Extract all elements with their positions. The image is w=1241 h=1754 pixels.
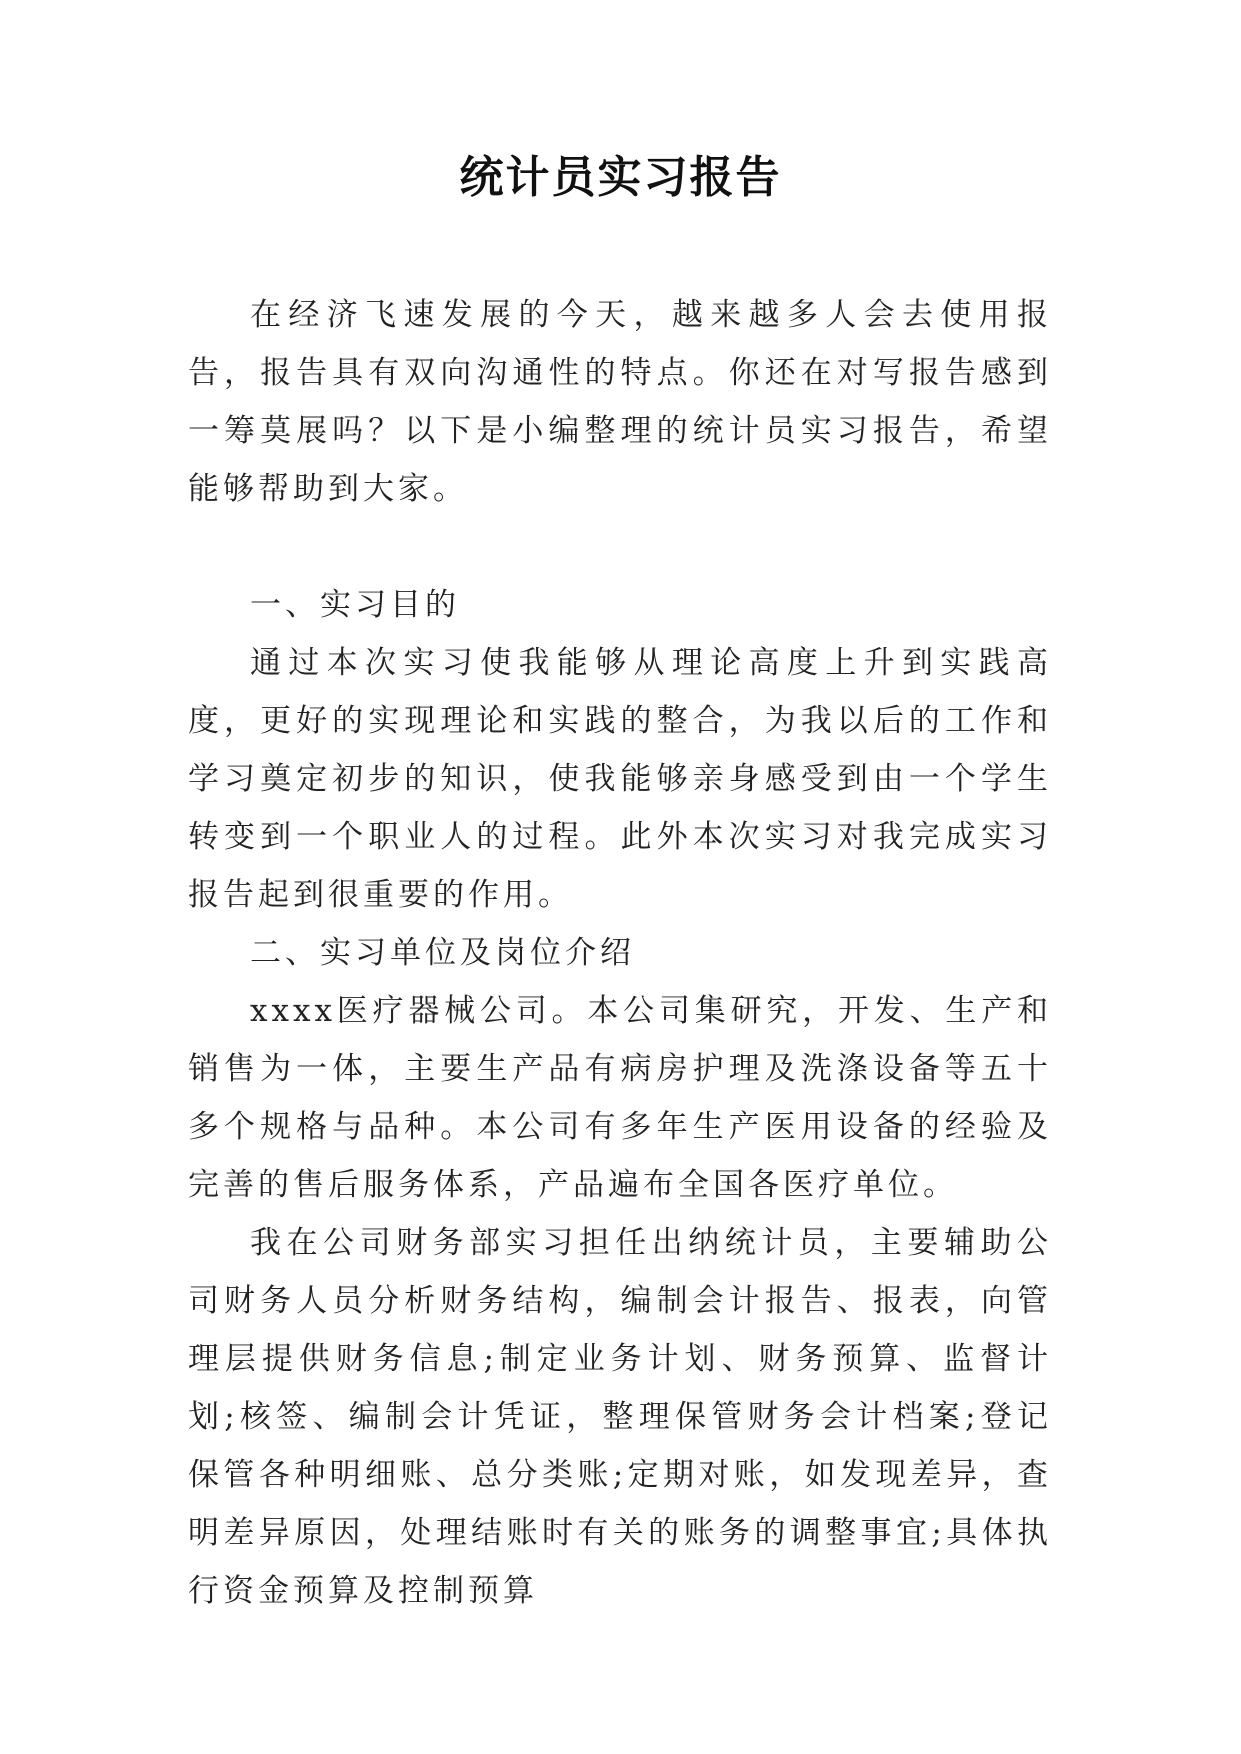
company-paragraph: xxxx医疗器械公司。本公司集研究，开发、生产和销售为一体，主要生产品有病房护理及洗涤设备等五十多个规格与品种。本公司有多年生产医用设备的经验及完善的售后服务体系，产品遍布全国各医疗单位。 [188, 993, 1052, 1203]
intro-paragraph: 在经济飞速发展的今天，越来越多人会去使用报告，报告具有双向沟通性的特点。你还在对写报告感到一筹莫展吗？以下是小编整理的统计员实习报告，希望能够帮助到大家。 [188, 297, 1052, 507]
purpose-paragraph: 通过本次实习使我能够从理论高度上升到实践高度，更好的实现理论和实践的整合，为我以后的工作和学习奠定初步的知识，使我能够亲身感受到由一个学生转变到一个职业人的过程。此外本次实习对我完成实习报告起到很重要的作用。 [188, 645, 1052, 913]
document-body [188, 286, 1052, 1620]
role-paragraph: 我在公司财务部实习担任出纳统计员，主要辅助公司财务人员分析财务结构，编制会计报告、报表，向管理层提供财务信息;制定业务计划、财务预算、监督计划;核签、编制会计凭证，整理保管财务会计档案;登记保管各种明细账、总分类账;定期对账，如发现差异，查明差异原因，处理结账时有关的账务的调整事宜;具体执行资金预算及控制预算 [188, 1225, 1052, 1609]
paragraph-spacer [188, 518, 1052, 576]
document-title: 统计员实习报告 [459, 152, 782, 203]
section-heading-purpose: 一、实习目的 [250, 587, 460, 623]
section-heading-unit: 二、实习单位及岗位介绍 [250, 935, 635, 971]
